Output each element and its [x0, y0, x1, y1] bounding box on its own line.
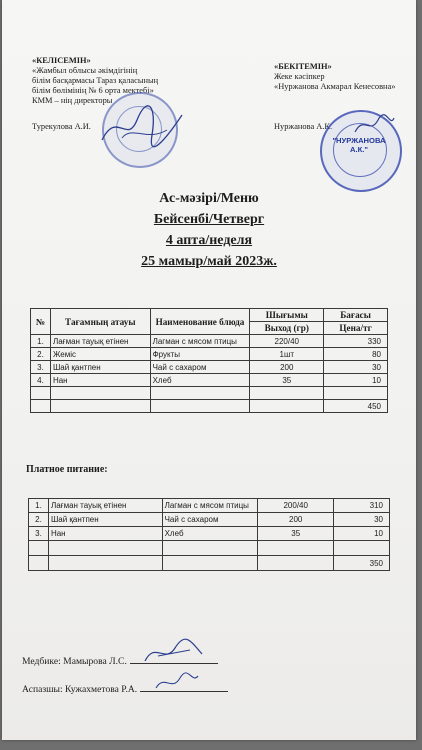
- table-row: [31, 348, 388, 361]
- dish-yield: 35: [250, 374, 324, 387]
- dish-name-kz: Лағман тауық етінен: [50, 335, 150, 348]
- row-number: 4.: [31, 374, 51, 387]
- cook-label: Аспазшы: Кужахметова Р.А.: [22, 684, 138, 695]
- table-total-row: [31, 400, 388, 413]
- row-number: 3.: [31, 361, 51, 374]
- dish-name-ru: Чай с сахаром: [150, 361, 250, 374]
- header-left-line: КММ – нің директоры: [32, 96, 113, 105]
- dish-name-kz: Жеміс: [50, 348, 150, 361]
- paid-table: [28, 498, 390, 571]
- col-header: Наименование блюда: [150, 309, 250, 335]
- row-number: 1.: [31, 335, 51, 348]
- dish-price: 30: [334, 513, 390, 527]
- col-header: №: [31, 309, 51, 335]
- table-row: [29, 527, 390, 541]
- table-header-row: [31, 309, 388, 322]
- document-page: [2, 0, 416, 740]
- dish-name-ru: Хлеб: [150, 374, 250, 387]
- dish-yield: 200: [250, 361, 324, 374]
- dish-name-ru: Хлеб: [162, 527, 258, 541]
- nurse-signature: [140, 636, 210, 668]
- approve-label: «БЕКІТЕМІН»: [274, 62, 332, 71]
- dish-name-ru: Чай с сахаром: [162, 513, 258, 527]
- stamp-text: "НУРЖАНОВА А.К.": [332, 136, 386, 154]
- table-row: [29, 513, 390, 527]
- header-left-line: білім бөлімінің № 6 орта мектебі»: [32, 86, 154, 95]
- dish-name-kz: Шай қантпен: [48, 513, 162, 527]
- director-signature: [97, 100, 187, 150]
- menu-total: 450: [324, 400, 388, 413]
- table-row: [31, 374, 388, 387]
- paid-section-title: Платное питание:: [26, 464, 108, 475]
- title-line: 25 мамыр/май 2023ж.: [141, 254, 277, 269]
- dish-name-kz: Нан: [50, 374, 150, 387]
- table-row: [29, 541, 390, 556]
- header-left-signer: Турекулова А.И.: [32, 122, 91, 131]
- header-right-line: «Нуржанова Акмарал Кенесовна»: [274, 82, 396, 91]
- table-row: [31, 361, 388, 374]
- header-left-line: «Жамбыл облысы әкімдігінің: [32, 66, 138, 75]
- paid-total: 350: [334, 556, 390, 571]
- dish-name-ru: Лагман с мясом птицы: [162, 499, 258, 513]
- row-number: 3.: [29, 527, 49, 541]
- agree-label: «КЕЛІСЕМІН»: [32, 56, 91, 65]
- menu-title: [2, 188, 416, 272]
- row-number: 2.: [29, 513, 49, 527]
- dish-yield: 1шт: [250, 348, 324, 361]
- dish-price: 310: [334, 499, 390, 513]
- col-header: Цена/тг: [324, 322, 388, 335]
- header-right-line: Жеке кәсіпкер: [274, 72, 325, 81]
- table-row: [31, 387, 388, 400]
- table-row: [31, 335, 388, 348]
- dish-name-kz: Лағман тауық етінен: [48, 499, 162, 513]
- dish-price: 30: [324, 361, 388, 374]
- row-number: 2.: [31, 348, 51, 361]
- dish-name-kz: Шай қантпен: [50, 361, 150, 374]
- col-header: Выход (гр): [250, 322, 324, 335]
- table-row: [29, 499, 390, 513]
- cook-signature: [152, 668, 202, 696]
- header-right-signer: Нуржанова А.К.: [274, 122, 333, 131]
- title-line: 4 апта/неделя: [165, 233, 253, 248]
- dish-yield: 220/40: [250, 335, 324, 348]
- dish-price: 80: [324, 348, 388, 361]
- col-header: Тағамның атауы: [50, 309, 150, 335]
- dish-price: 330: [324, 335, 388, 348]
- dish-name-ru: Фрукты: [150, 348, 250, 361]
- title-line: Ас-мәзірі/Меню: [159, 191, 259, 206]
- col-header: Бағасы: [324, 309, 388, 322]
- dish-name-kz: Нан: [48, 527, 162, 541]
- header-left-line: білім басқармасы Тараз қаласының: [32, 76, 159, 85]
- dish-yield: 200/40: [258, 499, 334, 513]
- dish-yield: 35: [258, 527, 334, 541]
- col-header: Шығымы: [250, 309, 324, 322]
- dish-yield: 200: [258, 513, 334, 527]
- table-total-row: [29, 556, 390, 571]
- title-line: Бейсенбі/Четверг: [153, 212, 265, 227]
- nurse-label: Медбике: Мамырова Л.С.: [22, 656, 127, 667]
- row-number: 1.: [29, 499, 49, 513]
- entrepreneur-signature: [352, 110, 397, 140]
- dish-price: 10: [334, 527, 390, 541]
- dish-price: 10: [324, 374, 388, 387]
- menu-table: [30, 308, 388, 413]
- dish-name-ru: Лагман с мясом птицы: [150, 335, 250, 348]
